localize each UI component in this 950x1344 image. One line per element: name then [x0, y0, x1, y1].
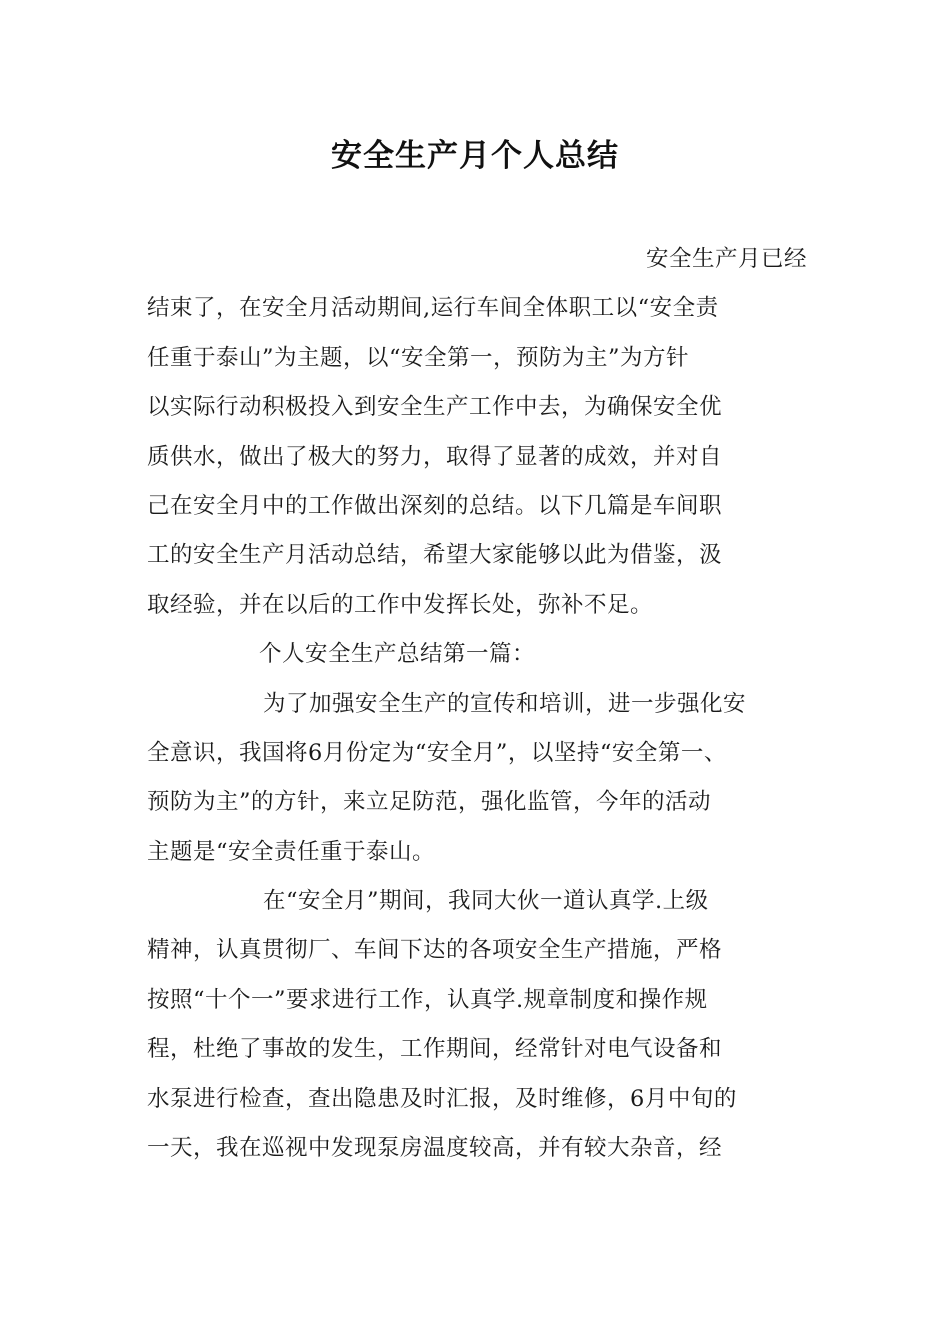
document-title: 安全生产月个人总结	[331, 138, 619, 174]
paragraph-line: 己在安全月中的工作做出深刻的总结。以下几篇是车间职	[147, 492, 723, 519]
paragraph-line: 取经验，并在以后的工作中发挥长处，弥补不足。	[147, 591, 654, 618]
paragraph-line: 按照“十个一”要求进行工作，认真学.规章制度和操作规	[147, 986, 708, 1013]
paragraph-line: 任重于泰山”为主题，以“安全第一，预防为主”为方针	[147, 344, 690, 371]
paragraph-line: 安全生产月已经	[645, 246, 807, 272]
paragraph-line: 为了加强安全生产的宣传和培训，进一步强化安	[263, 690, 747, 717]
paragraph-line: 预防为主”的方针，来立足防范，强化监管，今年的活动	[147, 789, 712, 816]
section-heading: 个人安全生产总结第一篇：	[259, 641, 536, 668]
paragraph-line: 精神，认真贯彻厂、车间下达的各项安全生产措施，严格	[147, 937, 723, 964]
paragraph-line: 以实际行动积极投入到安全生产工作中去，为确保安全优	[147, 394, 723, 421]
paragraph-line: 程，杜绝了事故的发生，工作期间，经常针对电气设备和	[147, 1036, 723, 1063]
paragraph-line: 结束了，在安全月活动期间,运行车间全体职工以“安全责	[147, 295, 719, 322]
paragraph-line: 全意识，我国将6月份定为“安全月”，以坚持“安全第一、	[147, 739, 727, 766]
paragraph-line: 质供水，做出了极大的努力，取得了显著的成效，并对自	[147, 443, 723, 470]
paragraph-line: 一天，我在巡视中发现泵房温度较高，并有较大杂音，经	[147, 1135, 723, 1162]
paragraph-line: 在“安全月”期间，我同大伙一道认真学.上级	[263, 888, 709, 915]
paragraph-line: 水泵进行检查，查出隐患及时汇报，及时维修，6月中旬的	[147, 1085, 737, 1112]
document-body	[147, 235, 807, 1173]
paragraph-line: 工的安全生产月活动总结，希望大家能够以此为借鉴，汲	[147, 542, 723, 569]
paragraph-line: 主题是“安全责任重于泰山。	[147, 838, 436, 865]
